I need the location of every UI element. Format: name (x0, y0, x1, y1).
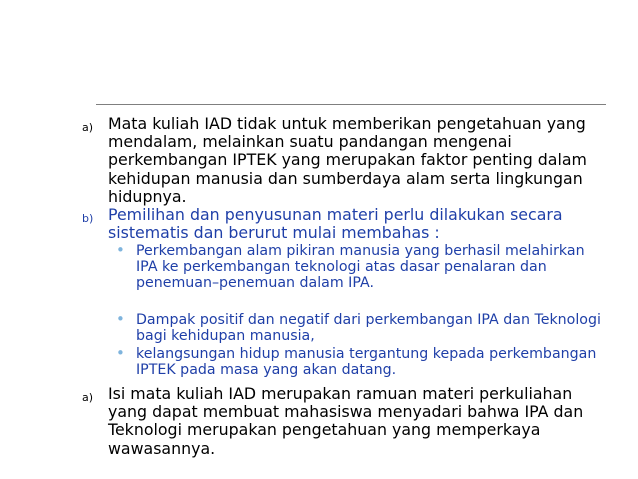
sub-item-3-text: kelangsungan hidup manusia tergantung kepada perkembangan IPTEK pada masa yang akan datang. (136, 346, 597, 378)
bullet-icon: • (116, 344, 125, 362)
list-item-1-text: Mata kuliah IAD tidak untuk memberikan pengetahuan yang mendalam, melainkan suatu pandangan mengenai perkembangan IPTEK yang merupakan faktor penting dalam kehidupan manusia dan sumberdaya alam serta lingkungan hidupnya. (108, 114, 587, 206)
sub-item-1-text: Perkembangan alam pikiran manusia yang berhasil melahirkan IPA ke perkembangan teknologi atas dasar penalaran dan penemuan–penemuan dalam IPA. (136, 243, 585, 291)
list-marker-a1: a) (82, 121, 94, 134)
list-marker-a2: a) (82, 391, 94, 404)
list-item-3-text: Isi mata kuliah IAD merupakan ramuan materi perkuliahan yang dapat membuat mahasiswa menyadari bahwa IPA dan Teknologi merupakan pengetahuan yang memperkaya wawasannya. (108, 384, 584, 458)
horizontal-rule (96, 104, 606, 105)
list-marker-b: b) (82, 212, 94, 225)
bullet-icon: • (116, 310, 125, 328)
list-item-2-text: Pemilihan dan penyusunan materi perlu dilakukan secara sistematis dan berurut mulai membahas : (108, 205, 563, 243)
bullet-icon: • (116, 241, 125, 259)
sub-item-2-text: Dampak positif dan negatif dari perkembangan IPA dan Teknologi bagi kehidupan manusia, (136, 312, 601, 344)
